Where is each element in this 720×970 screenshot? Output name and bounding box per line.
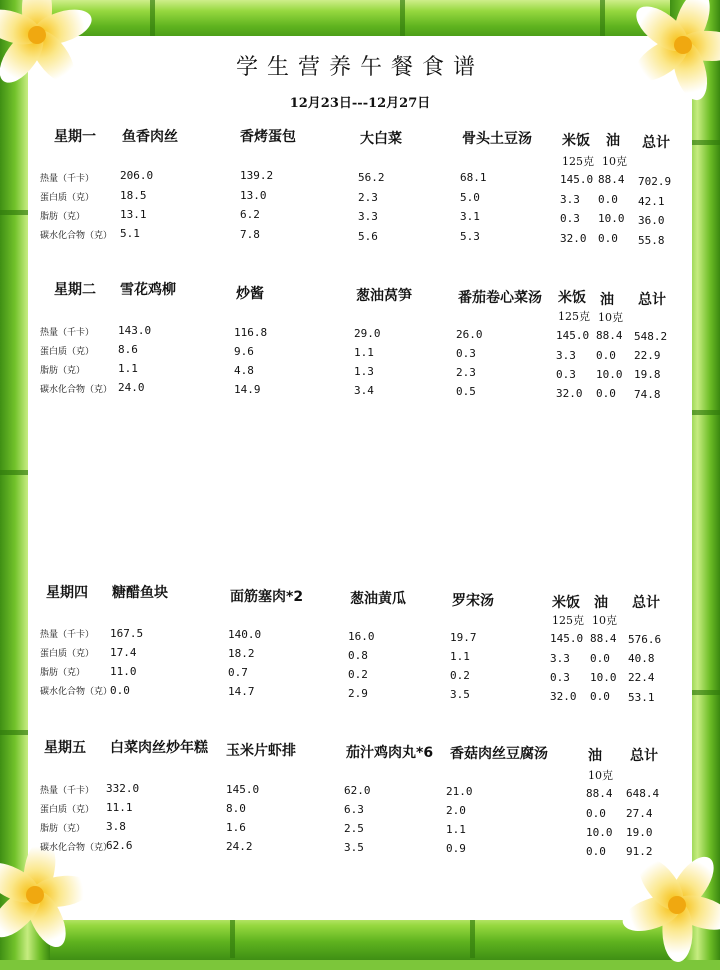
value-cell: 5.1 <box>120 227 140 240</box>
date-range: 12月23日---12月27日 <box>289 96 431 111</box>
value-cell: 3.8 <box>106 820 126 833</box>
row-label: 蛋白质（克） <box>40 805 95 815</box>
value-cell: 145.0 <box>226 783 260 796</box>
value-cell: 32.0 <box>560 232 587 245</box>
value-cell: 5.6 <box>358 230 378 243</box>
value-cell: 167.5 <box>110 627 144 640</box>
serving-size: 10克 <box>588 769 613 782</box>
value-cell: 6.3 <box>344 803 364 816</box>
dish-name: 玉米片虾排 <box>226 743 296 759</box>
value-cell: 0.7 <box>228 666 248 679</box>
dish-name: 葱油黄瓜 <box>350 591 406 607</box>
value-cell: 22.4 <box>628 671 655 684</box>
value-cell: 10.0 <box>596 368 623 381</box>
value-cell: 702.9 <box>638 175 672 188</box>
value-cell: 13.0 <box>240 189 267 202</box>
value-cell: 548.2 <box>634 330 668 343</box>
value-cell: 0.3 <box>550 671 570 684</box>
dish-name: 米饭 <box>558 290 586 306</box>
day-label: 星期五 <box>44 740 86 756</box>
row-label: 蛋白质（克） <box>40 193 95 203</box>
dish-name: 雪花鸡柳 <box>120 282 176 298</box>
value-cell: 2.9 <box>348 687 368 700</box>
value-cell: 42.1 <box>638 195 665 208</box>
value-cell: 32.0 <box>556 387 583 400</box>
value-cell: 1.6 <box>226 821 246 834</box>
value-cell: 11.1 <box>106 801 133 814</box>
serving-size: 125克 <box>562 155 594 168</box>
value-cell: 0.0 <box>586 807 606 820</box>
value-cell: 74.8 <box>634 388 661 401</box>
value-cell: 4.8 <box>234 364 254 377</box>
value-cell: 1.1 <box>354 346 374 359</box>
value-cell: 0.0 <box>598 193 618 206</box>
value-cell: 3.3 <box>358 210 378 223</box>
value-cell: 0.0 <box>586 845 606 858</box>
value-cell: 0.2 <box>450 669 470 682</box>
value-cell: 1.1 <box>450 650 470 663</box>
value-cell: 143.0 <box>118 324 152 337</box>
row-label: 脂肪（克） <box>40 366 86 376</box>
value-cell: 3.5 <box>344 841 364 854</box>
dish-name: 面筋塞肉*2 <box>230 589 304 605</box>
value-cell: 2.3 <box>456 366 476 379</box>
bamboo-node <box>470 914 475 958</box>
value-cell: 7.8 <box>240 228 260 241</box>
dish-name: 葱油莴笋 <box>356 288 412 304</box>
dish-name: 油 <box>606 133 620 149</box>
value-cell: 8.6 <box>118 343 138 356</box>
value-cell: 9.6 <box>234 345 254 358</box>
value-cell: 0.0 <box>110 684 130 697</box>
value-cell: 24.0 <box>118 381 145 394</box>
dish-name: 罗宋汤 <box>452 593 494 609</box>
value-cell: 19.8 <box>634 368 661 381</box>
value-cell: 145.0 <box>560 173 594 186</box>
dish-name: 糖醋鱼块 <box>112 585 168 601</box>
serving-size: 125克 <box>558 310 590 323</box>
value-cell: 14.9 <box>234 383 261 396</box>
value-cell: 2.3 <box>358 191 378 204</box>
value-cell: 145.0 <box>550 632 584 645</box>
value-cell: 648.4 <box>626 787 660 800</box>
value-cell: 0.0 <box>596 349 616 362</box>
value-cell: 3.4 <box>354 384 374 397</box>
row-label: 脂肪（克） <box>40 824 86 834</box>
day-label: 星期一 <box>54 129 96 145</box>
value-cell: 0.5 <box>456 385 476 398</box>
value-cell: 19.7 <box>450 631 477 644</box>
value-cell: 3.5 <box>450 688 470 701</box>
dish-name: 米饭 <box>552 595 580 611</box>
dish-name: 米饭 <box>562 133 590 149</box>
value-cell: 88.4 <box>598 173 625 186</box>
value-cell: 88.4 <box>596 329 623 342</box>
flower-bottom-right <box>612 840 720 970</box>
row-label: 碳水化合物（克） <box>40 843 113 853</box>
value-cell: 0.8 <box>348 649 368 662</box>
row-label: 蛋白质（克） <box>40 649 95 659</box>
value-cell: 6.2 <box>240 208 260 221</box>
value-cell: 206.0 <box>120 169 154 182</box>
value-cell: 1.1 <box>118 362 138 375</box>
value-cell: 0.9 <box>446 842 466 855</box>
value-cell: 14.7 <box>228 685 255 698</box>
value-cell: 62.6 <box>106 839 133 852</box>
row-label: 碳水化合物（克） <box>40 385 113 395</box>
row-label: 碳水化合物（克） <box>40 687 113 697</box>
dish-name: 鱼香肉丝 <box>122 129 178 145</box>
value-cell: 0.3 <box>556 368 576 381</box>
dish-name: 大白菜 <box>360 131 402 147</box>
value-cell: 10.0 <box>590 671 617 684</box>
value-cell: 0.0 <box>598 232 618 245</box>
value-cell: 0.0 <box>590 690 610 703</box>
value-cell: 140.0 <box>228 628 262 641</box>
value-cell: 27.4 <box>626 807 653 820</box>
value-cell: 26.0 <box>456 328 483 341</box>
value-cell: 8.0 <box>226 802 246 815</box>
value-cell: 3.1 <box>460 210 480 223</box>
dish-name: 番茄卷心菜汤 <box>458 290 542 306</box>
dish-name: 白菜肉丝炒年糕 <box>110 740 208 756</box>
value-cell: 2.5 <box>344 822 364 835</box>
value-cell: 116.8 <box>234 326 268 339</box>
dish-name: 油 <box>594 595 608 611</box>
value-cell: 18.5 <box>120 189 147 202</box>
value-cell: 16.0 <box>348 630 375 643</box>
value-cell: 10.0 <box>586 826 613 839</box>
row-label: 热量（千卡） <box>40 328 95 338</box>
column-header-total: 总计 <box>630 748 658 764</box>
row-label: 热量（千卡） <box>40 786 95 796</box>
serving-size: 10克 <box>602 155 627 168</box>
value-cell: 24.2 <box>226 840 253 853</box>
value-cell: 91.2 <box>626 845 653 858</box>
dish-name: 油 <box>600 292 614 308</box>
value-cell: 29.0 <box>354 327 381 340</box>
value-cell: 5.0 <box>460 191 480 204</box>
value-cell: 55.8 <box>638 234 665 247</box>
value-cell: 56.2 <box>358 171 385 184</box>
value-cell: 62.0 <box>344 784 371 797</box>
value-cell: 10.0 <box>598 212 625 225</box>
value-cell: 88.4 <box>590 632 617 645</box>
dish-name: 骨头土豆汤 <box>462 131 532 147</box>
value-cell: 13.1 <box>120 208 147 221</box>
row-label: 热量（千卡） <box>40 174 95 184</box>
value-cell: 40.8 <box>628 652 655 665</box>
dish-name: 油 <box>588 748 602 764</box>
value-cell: 3.3 <box>560 193 580 206</box>
value-cell: 36.0 <box>638 214 665 227</box>
value-cell: 3.3 <box>556 349 576 362</box>
row-label: 脂肪（克） <box>40 668 86 678</box>
dish-name: 炒酱 <box>236 286 264 302</box>
column-header-total: 总计 <box>632 595 660 611</box>
value-cell: 139.2 <box>240 169 274 182</box>
serving-size: 125克 <box>552 614 584 627</box>
value-cell: 0.3 <box>560 212 580 225</box>
value-cell: 22.9 <box>634 349 661 362</box>
value-cell: 21.0 <box>446 785 473 798</box>
dish-name: 香菇肉丝豆腐汤 <box>450 746 548 762</box>
value-cell: 11.0 <box>110 665 137 678</box>
value-cell: 2.0 <box>446 804 466 817</box>
row-label: 脂肪（克） <box>40 212 86 222</box>
value-cell: 0.0 <box>596 387 616 400</box>
value-cell: 1.3 <box>354 365 374 378</box>
value-cell: 5.3 <box>460 230 480 243</box>
value-cell: 332.0 <box>106 782 140 795</box>
value-cell: 0.2 <box>348 668 368 681</box>
value-cell: 17.4 <box>110 646 137 659</box>
value-cell: 0.3 <box>456 347 476 360</box>
row-label: 热量（千卡） <box>40 630 95 640</box>
serving-size: 10克 <box>592 614 617 627</box>
page-title: 学生营养午餐食谱 <box>235 55 484 80</box>
value-cell: 0.0 <box>590 652 610 665</box>
column-header-total: 总计 <box>642 135 670 151</box>
column-header-total: 总计 <box>638 292 666 308</box>
value-cell: 1.1 <box>446 823 466 836</box>
value-cell: 88.4 <box>586 787 613 800</box>
row-label: 蛋白质（克） <box>40 347 95 357</box>
serving-size: 10克 <box>598 311 623 324</box>
value-cell: 576.6 <box>628 633 662 646</box>
value-cell: 3.3 <box>550 652 570 665</box>
value-cell: 68.1 <box>460 171 487 184</box>
dish-name: 茄汁鸡肉丸*6 <box>346 745 434 761</box>
row-label: 碳水化合物（克） <box>40 231 113 241</box>
value-cell: 18.2 <box>228 647 255 660</box>
day-label: 星期四 <box>46 585 88 601</box>
value-cell: 53.1 <box>628 691 655 704</box>
value-cell: 145.0 <box>556 329 590 342</box>
bamboo-node <box>230 914 235 958</box>
value-cell: 32.0 <box>550 690 577 703</box>
dish-name: 香烤蛋包 <box>240 129 296 145</box>
value-cell: 19.0 <box>626 826 653 839</box>
day-label: 星期二 <box>54 282 96 298</box>
